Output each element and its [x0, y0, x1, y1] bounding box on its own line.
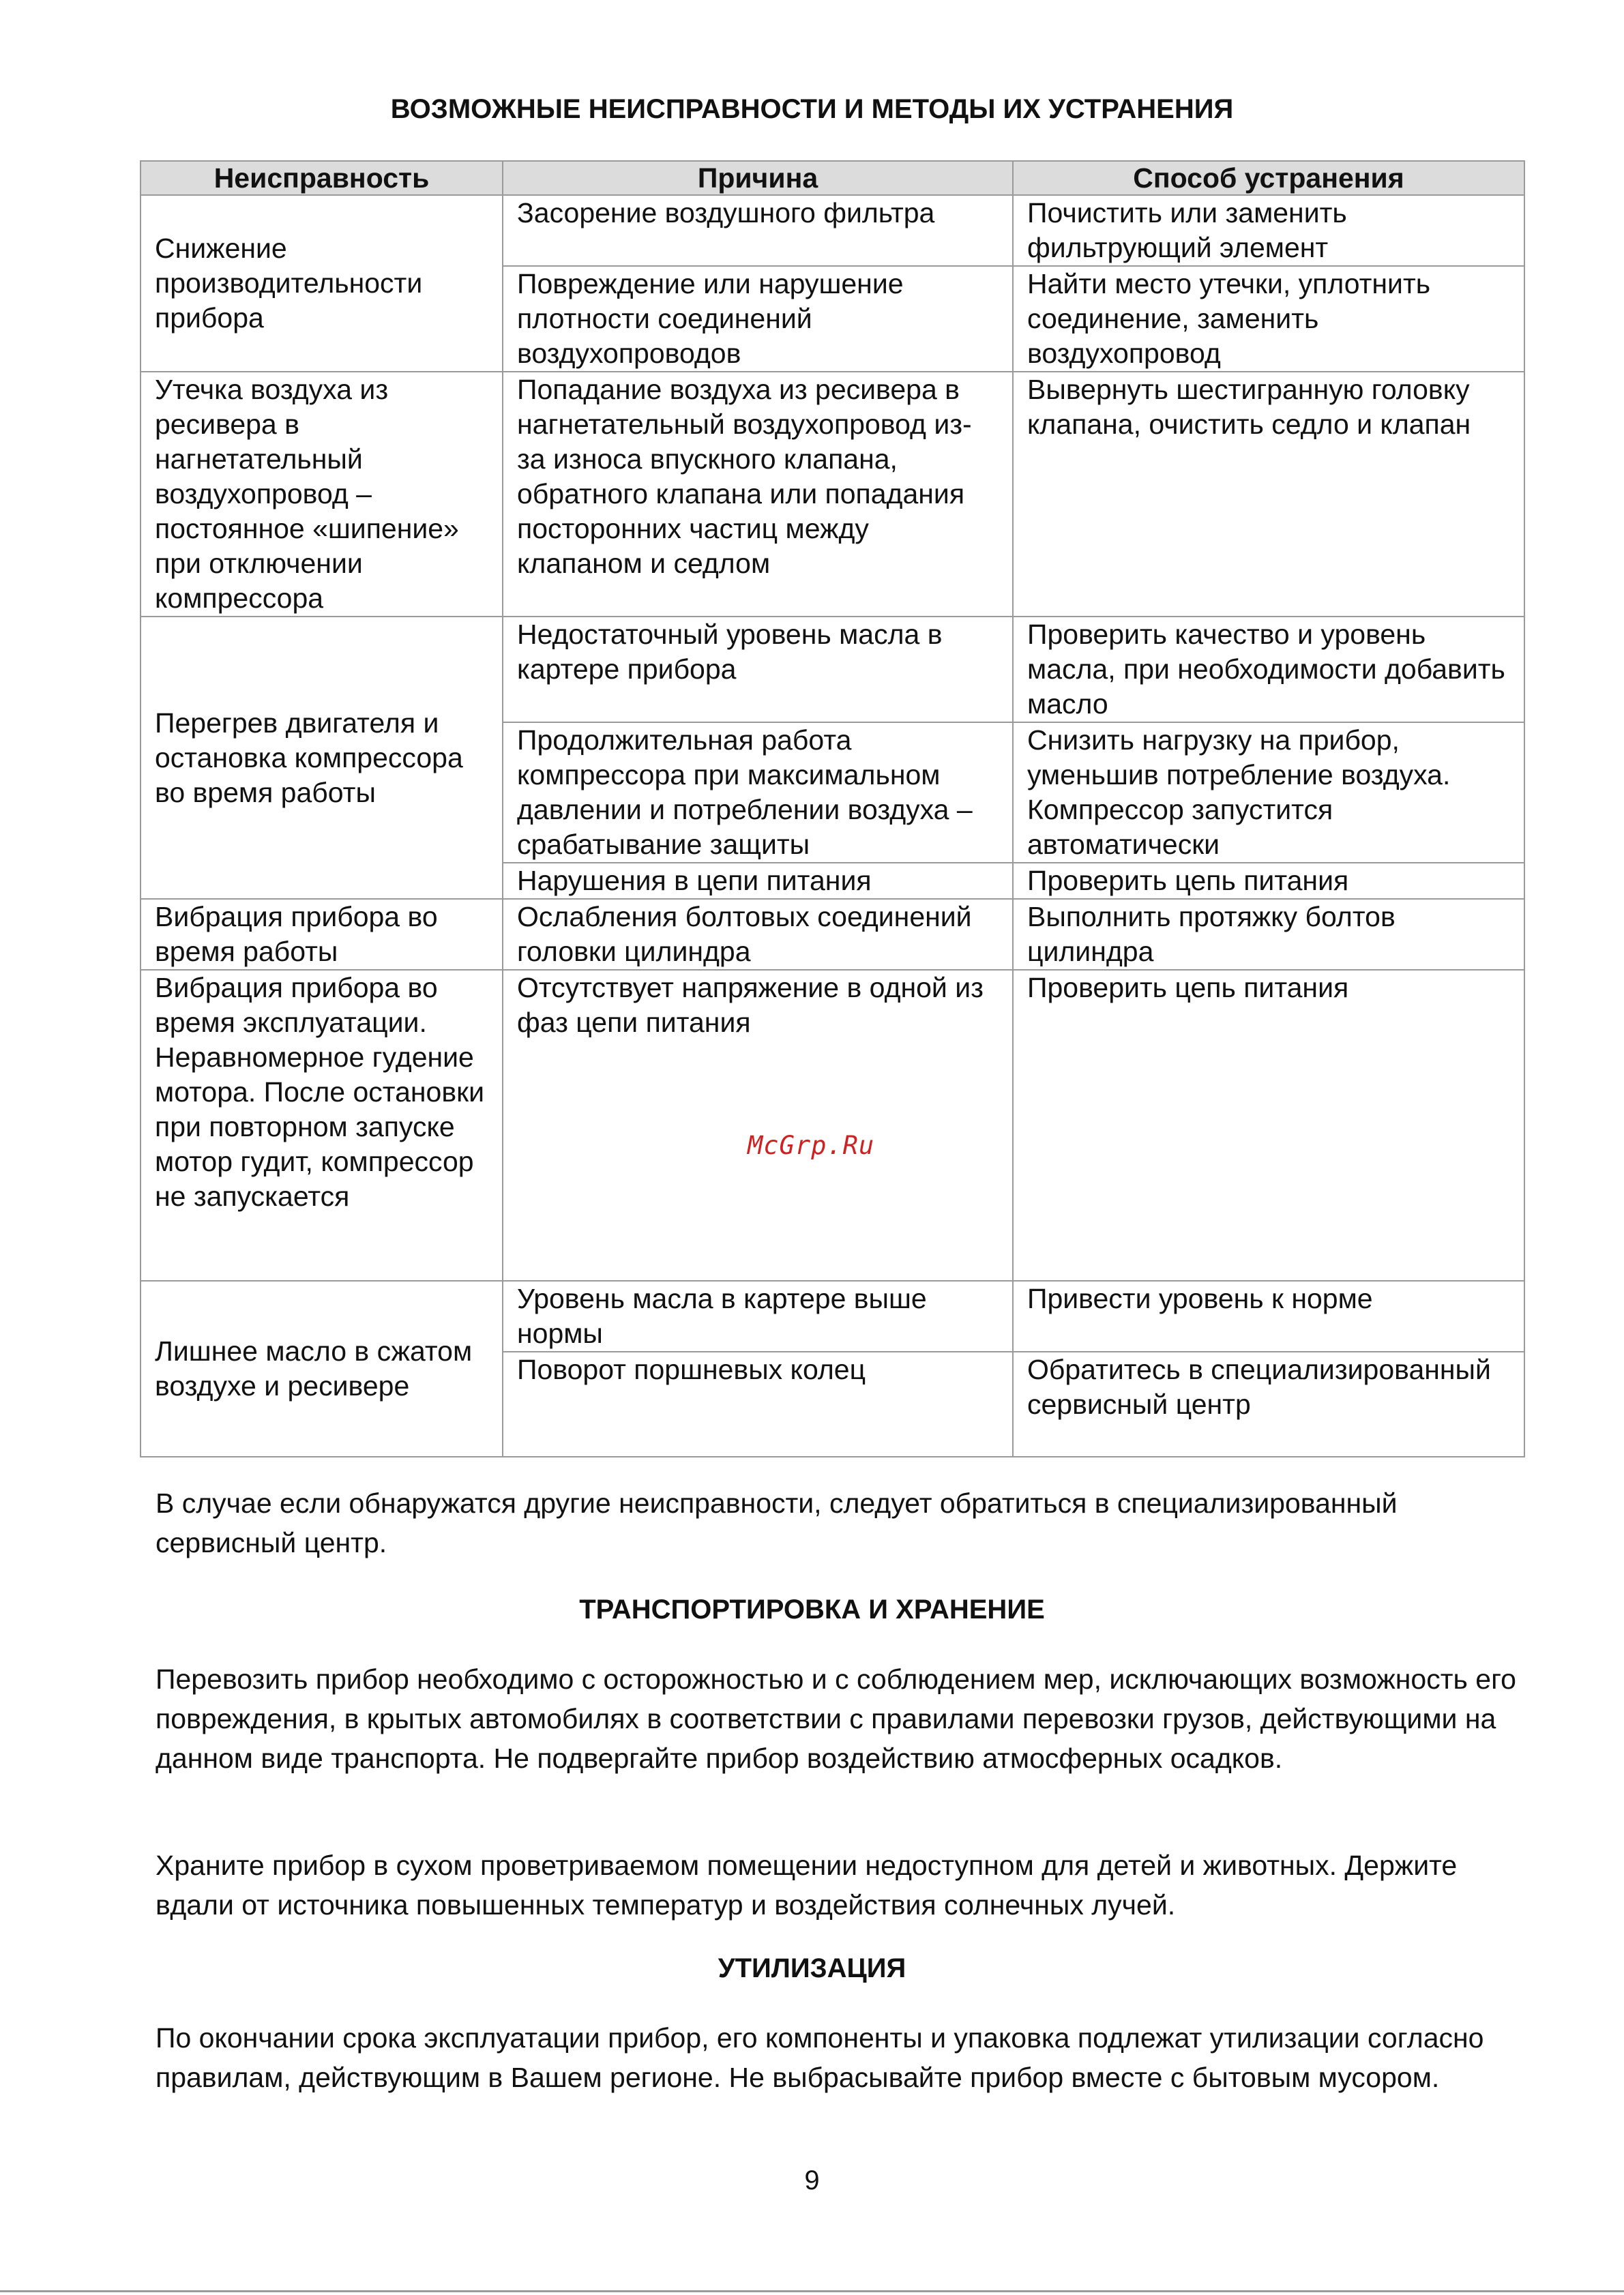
- page-title: ВОЗМОЖНЫЕ НЕИСПРАВНОСТИ И МЕТОДЫ ИХ УСТРАНЕНИЯ: [390, 94, 1234, 124]
- remedy-cell: Проверить цепь питания: [1013, 863, 1524, 899]
- transport-heading: ТРАНСПОРТИРОВКА И ХРАНЕНИЕ: [579, 1595, 1045, 1625]
- fault-cell: Лишнее масло в сжатом воздухе и ресивере: [141, 1281, 503, 1457]
- header-cause: Причина: [503, 161, 1013, 195]
- remedy-cell: Проверить качество и уровень масла, при необходимости добавить масло: [1013, 617, 1524, 722]
- watermark: McGrp.Ru: [748, 1131, 875, 1160]
- disposal-paragraph: По окончании срока эксплуатации прибор, его компоненты и упаковка подлежат утилизации согласно правилам, действующим в Вашем регионе. Не выбрасывайте прибор вместе с бытовым мусором.: [156, 2022, 1484, 2093]
- table-row: [141, 372, 1524, 617]
- fault-cell: Вибрация прибора во время работы: [141, 899, 503, 970]
- remedy-cell: Привести уровень к норме: [1013, 1281, 1524, 1352]
- cause-cell: Недостаточный уровень масла в картере прибора: [503, 617, 1013, 722]
- header-remedy: Способ устранения: [1013, 161, 1524, 195]
- remedy-cell: Проверить цепь питания: [1013, 970, 1524, 1281]
- cause-cell: Уровень масла в картере выше нормы: [503, 1281, 1013, 1352]
- table-row: [141, 195, 1524, 266]
- header-fault: Неисправность: [141, 161, 503, 195]
- page-edge-divider: [0, 2290, 1624, 2292]
- remedy-cell: Выполнить протяжку болтов цилиндра: [1013, 899, 1524, 970]
- table-row: [141, 970, 1524, 1281]
- remedy-cell: Вывернуть шестигранную головку клапана, очистить седло и клапан: [1013, 372, 1524, 617]
- table-row: [141, 899, 1524, 970]
- cause-cell: Попадание воздуха из ресивера в нагнетательный воздухопровод из-за износа впускного клапана, обратного клапана или попадания посторонних частиц между клапаном и седлом: [503, 372, 1013, 617]
- table-header-row: [141, 161, 1524, 195]
- table-row: [141, 617, 1524, 722]
- cause-cell: Ослабления болтовых соединений головки цилиндра: [503, 899, 1013, 970]
- cause-cell: Засорение воздушного фильтра: [503, 195, 1013, 266]
- cause-cell: Отсутствует напряжение в одной из фаз цепи питания: [503, 970, 1013, 1281]
- cause-cell: Продолжительная работа компрессора при максимальном давлении и потреблении воздуха – срабатывание защиты: [503, 722, 1013, 863]
- cause-cell: Повреждение или нарушение плотности соединений воздухопроводов: [503, 266, 1013, 372]
- remedy-cell: Найти место утечки, уплотнить соединение, заменить воздухопровод: [1013, 266, 1524, 372]
- page-number: 9: [804, 2165, 820, 2195]
- fault-cell: Вибрация прибора во время эксплуатации. Неравномерное гудение мотора. После остановки при повторном запуске мотор гудит, компрессор не запускается: [141, 970, 503, 1281]
- fault-cell: Утечка воздуха из ресивера в нагнетательный воздухопровод – постоянное «шипение» при отключении компрессора: [141, 372, 503, 617]
- transport-paragraph-1: Перевозить прибор необходимо с осторожностью и с соблюдением мер, исключающих возможность его повреждения, в крытых автомобилях в соответствии с правилами перевозки грузов, действующими на данном виде транспорта. Не подвергайте прибор воздействию атмосферных осадков.: [156, 1663, 1516, 1774]
- disposal-heading: УТИЛИЗАЦИЯ: [718, 1953, 906, 1983]
- remedy-cell: Снизить нагрузку на прибор, уменьшив потребление воздуха. Компрессор запустится автоматически: [1013, 722, 1524, 863]
- after-table-paragraph: В случае если обнаружатся другие неисправности, следует обратиться в специализированный сервисный центр.: [156, 1487, 1398, 1558]
- fault-cell: Снижение производительности прибора: [141, 195, 503, 372]
- remedy-cell: Почистить или заменить фильтрующий элемент: [1013, 195, 1524, 266]
- fault-cell: Перегрев двигателя и остановка компрессора во время работы: [141, 617, 503, 899]
- cause-cell: Нарушения в цепи питания: [503, 863, 1013, 899]
- remedy-cell: Обратитесь в специализированный сервисный центр: [1013, 1352, 1524, 1457]
- transport-paragraph-2: Храните прибор в сухом проветриваемом помещении недоступном для детей и животных. Держите вдали от источника повышенных температур и воздействия солнечных лучей.: [156, 1850, 1458, 1921]
- troubleshooting-table: [140, 160, 1525, 1457]
- table-row: [141, 1281, 1524, 1352]
- cause-cell: Поворот поршневых колец: [503, 1352, 1013, 1457]
